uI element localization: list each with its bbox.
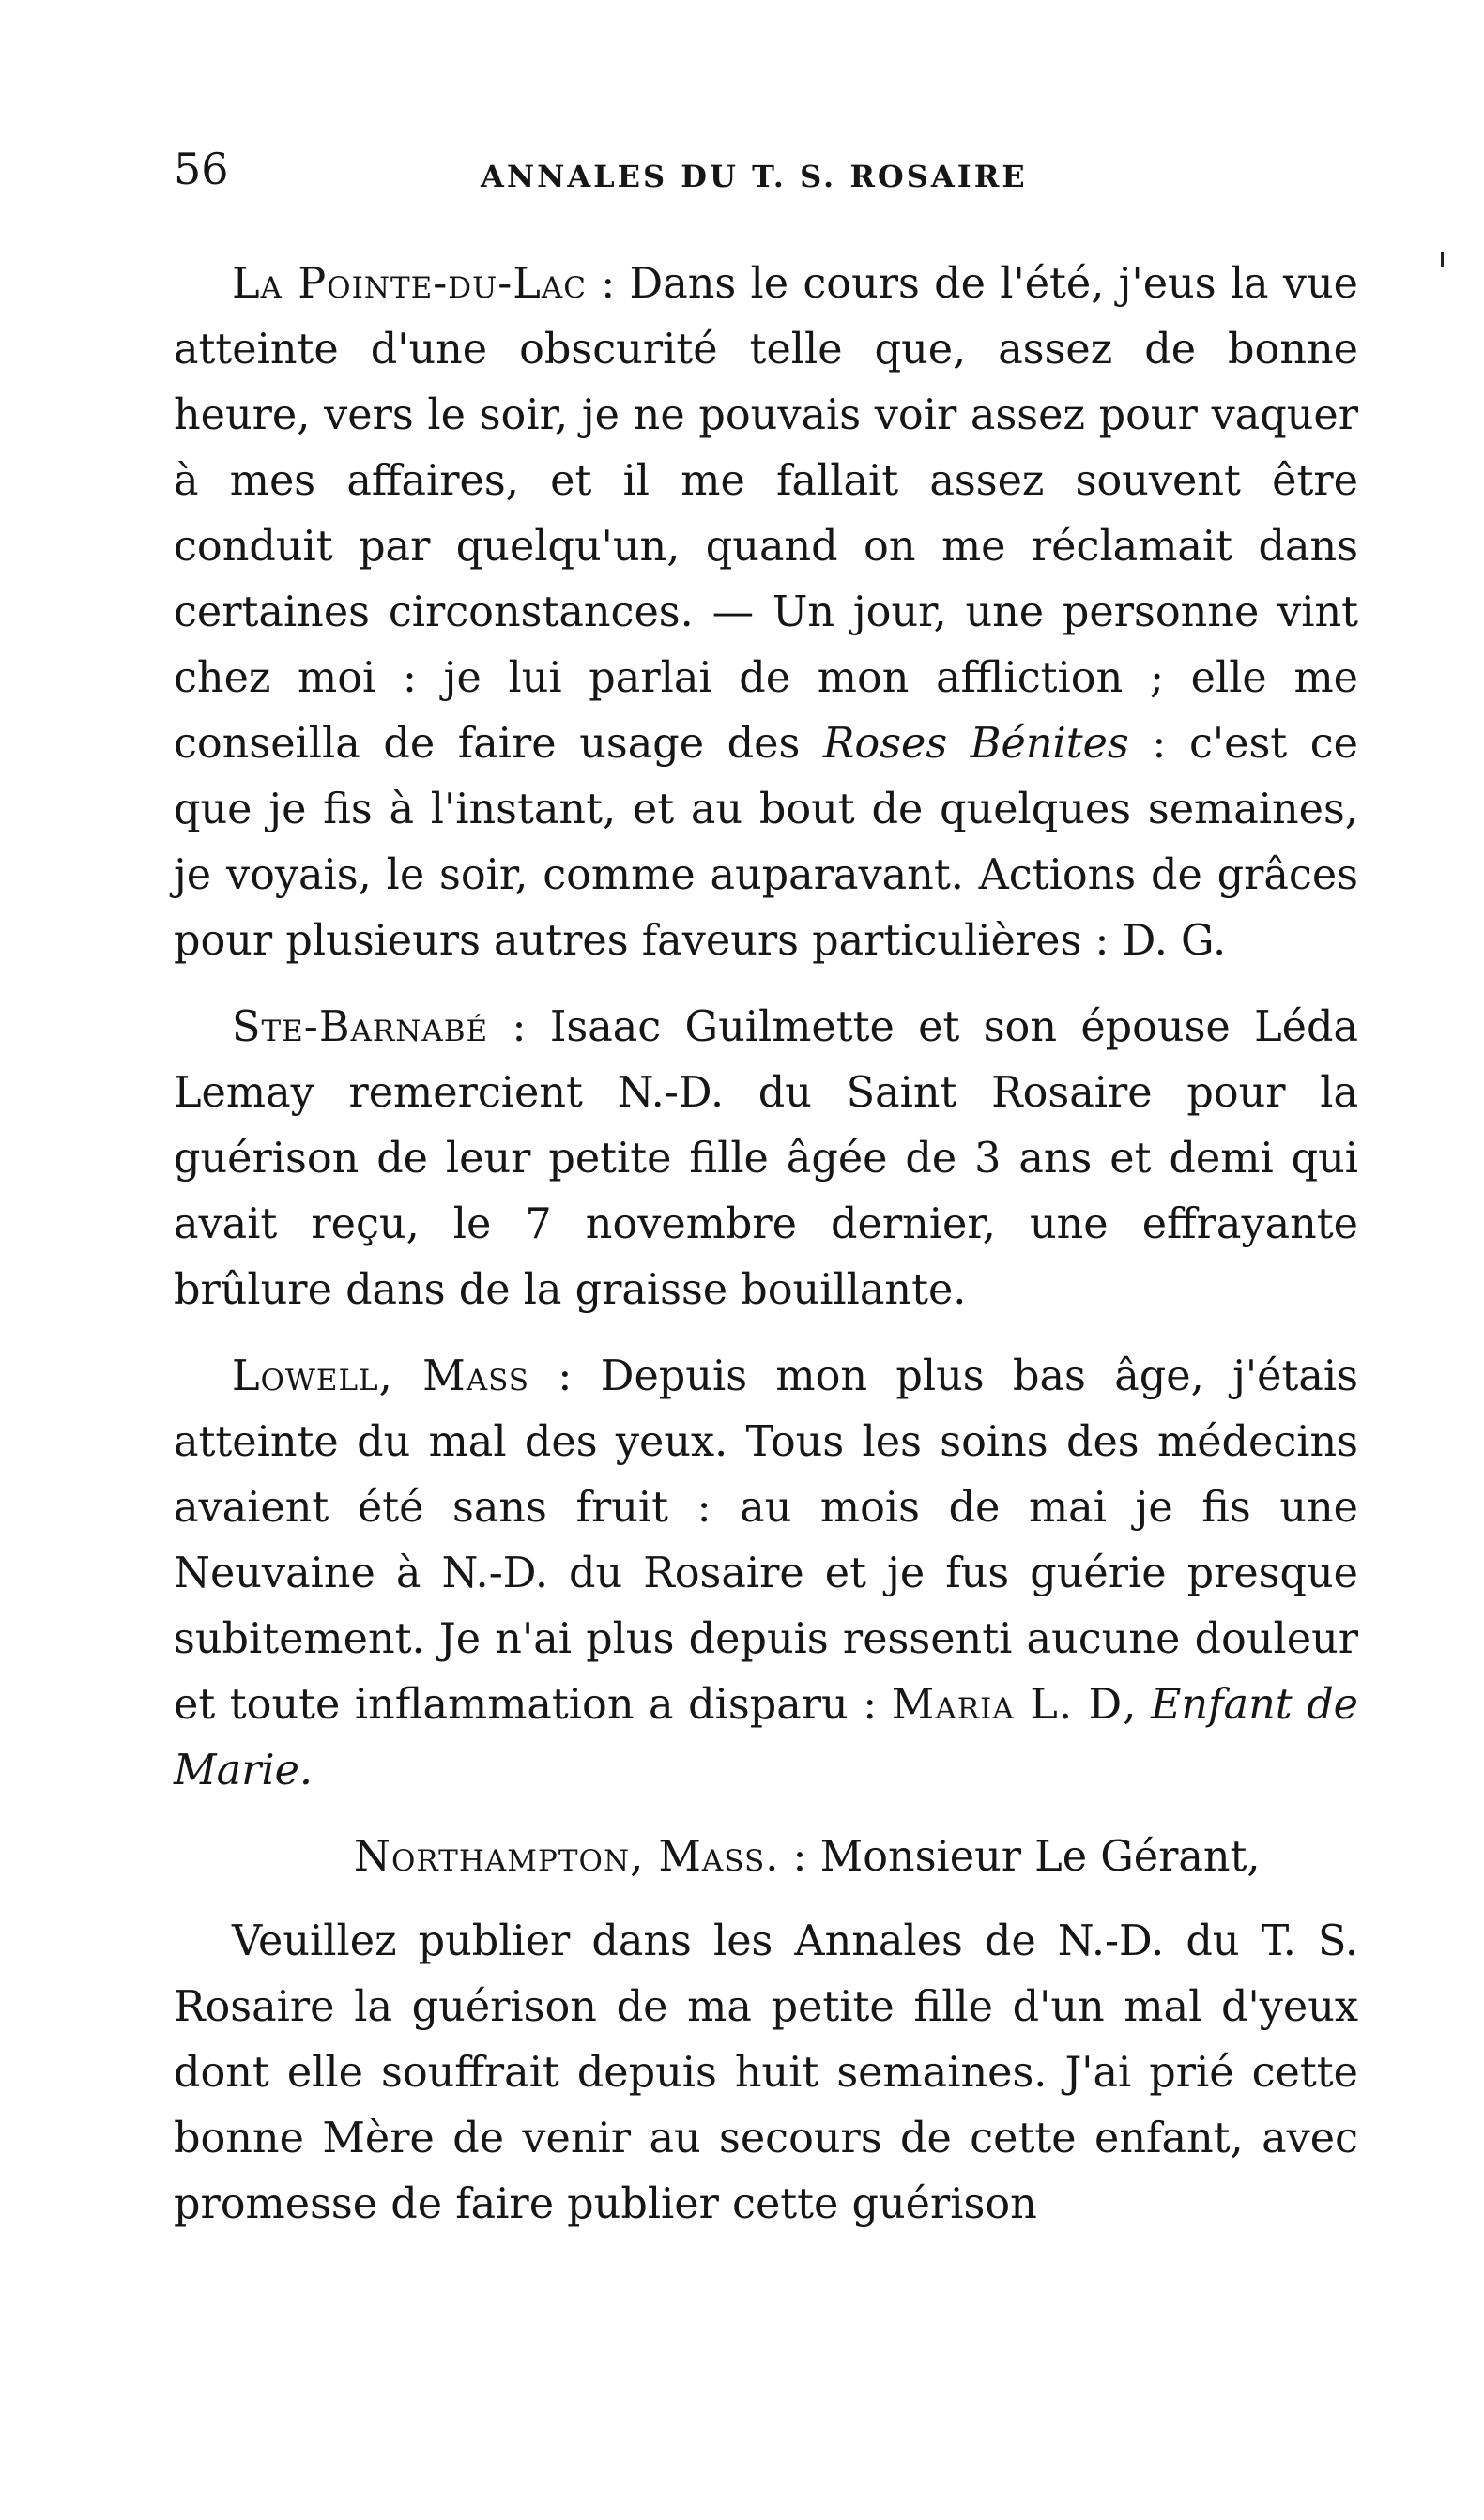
entry-italic: Roses Bénites — [822, 720, 1129, 768]
entry-text-continued: : c'est ce que je fis à l'instant, et au bout de quelques semaines, je voyais, le soir, comme auparavant. Actions de grâces pour plusieurs autres faveurs particulières : D. G. — [174, 720, 1359, 965]
margin-tick — [1441, 252, 1444, 267]
entry-text: : Isaac Guilmette et son épouse Léda Lemay remercient N.-D. du Saint Rosaire pour la guérison de leur petite fille âgée de 3 ans et demi qui avait reçu, le 7 novembre dernier, une effrayante brûlure dans de la graisse bouillante. — [174, 1003, 1358, 1314]
page-number: 56 — [174, 144, 229, 194]
place-name: Lowell, Mass — [232, 1352, 530, 1400]
salutation: : Monsieur Le Gérant, — [779, 1833, 1261, 1881]
book-page — [174, 141, 1358, 2237]
place-name: La Pointe-du-Lac — [232, 260, 587, 308]
entry-ste-barnabe — [174, 995, 1358, 1323]
entry-lowell — [174, 1344, 1358, 1804]
entry-northampton-letter — [174, 1909, 1358, 2237]
signature: Maria L. D — [891, 1681, 1124, 1729]
entry-northampton-heading — [174, 1825, 1358, 1890]
running-title: ANNALES DU T. S. ROSAIRE — [481, 159, 1028, 194]
entry-pointe-du-lac — [174, 252, 1358, 974]
place-name: Northampton, Mass. — [354, 1833, 780, 1881]
entry-text-continued: , — [1123, 1681, 1151, 1729]
entry-text: : Depuis mon plus bas âge, j'étais atteinte du mal des yeux. Tous les soins des médecins avaient été sans fruit : au mois de mai je fis une Neuvaine à N.-D. du Rosaire et je fus guérie presque subitement. Je n'ai plus depuis ressenti aucune douleur et toute inflammation a disparu : — [174, 1352, 1358, 1729]
page-header — [174, 141, 1358, 216]
entry-italic: Enfant de Marie. — [174, 1681, 1359, 1795]
entry-text: Veuillez publier dans les Annales de N.-D. du T. S. Rosaire la guérison de ma petite fille d'un mal d'yeux dont elle souffrait depuis huit semaines. J'ai prié cette bonne Mère de venir au secours de cette enfant, avec promesse de faire publier cette guérison — [174, 1917, 1358, 2228]
entry-text: : Dans le cours de l'été, j'eus la vue atteinte d'une obscurité telle que, assez de bonne heure, vers le soir, je ne pouvais voir assez pour vaquer à mes affaires, et il me fallait assez souvent être conduit par quelqu'un, quand on me réclamait dans certaines circonstances. — Un jour, une personne vint chez moi : je lui parlai de mon affliction ; elle me conseilla de faire usage des — [174, 260, 1358, 768]
place-name: Ste-Barnabé — [232, 1003, 489, 1051]
